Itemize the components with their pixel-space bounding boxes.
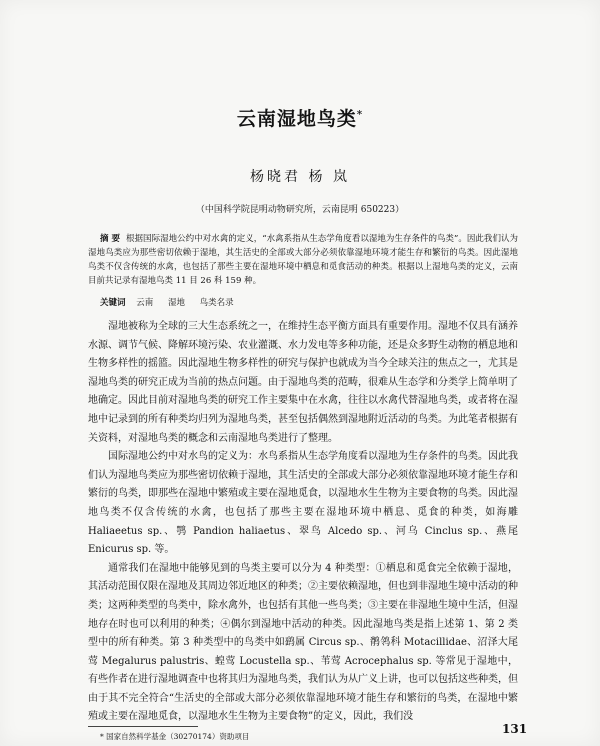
footnote-text: 国家自然科学基金（30270174）资助项目 (106, 732, 250, 741)
abstract-label: 摘 要 (100, 234, 121, 244)
body-paragraph: 通常我们在湿地中能够见到的鸟类主要可以分为 4 种类型：①栖息和觅食完全依赖于湿地，其活动范围仅限在湿地及其周边邻近地区的种类；②主要依赖湿地，但也到非湿地生境中活动的种类；这两种类型的鸟类中，除水禽外，也包括有其他一些鸟类；③主要在非湿地生境中生活，但湿地存在时也可以利用的种类；④偶尔到湿地中活动的种类。因此湿地鸟类是指上述第 1、第 2 类型中的所有种类。第 3 种类型中的鸟类中如鹞属 Circus sp.、鹡鸰科 Motacillidae、沼泽大尾莺 Megalurus palustris、蝗莺 Locustella sp.、苇莺 Acrocephalus sp. 等常见于湿地中，有些作者在进行湿地调查中也将其归为湿地鸟类，我们认为从广义上讲，也可以包括这些种类，但由于其不完全符合“生活史的全部或大部分必须依靠湿地环境才能生存和繁衍的鸟类，在湿地中繁殖或主要在湿地觅食，以湿地水生生物为主要食物”的定义，因此，我们没 (88, 562, 518, 723)
footnote (100, 731, 249, 742)
abstract-text: 根据国际湿地公约中对水禽的定义，“水禽系指从生态学角度看以湿地为生存条件的鸟类”。因此我们认为湿地鸟类应为那些密切依赖于湿地，其生活史的全部或大部分必须依靠湿地环境才能生存和繁衍的鸟类。因此湿地鸟类不仅含传统的水禽，也包括了那些主要在湿地环境中栖息和觅食活动的种类。根据以上湿地鸟类的定义，云南目前共记录有湿地鸟类 11 目 26 科 159 种。 (88, 234, 518, 286)
body-paragraph: 国际湿地公约中对水鸟的定义为：水鸟系指从生态学角度看以湿地为生存条件的鸟类。因此我们认为湿地鸟类应为那些密切依赖于湿地，其生活史的全部或大部分必须依靠湿地环境才能生存和繁衍的鸟类，即那些在湿地中繁殖或主要在湿地觅食，以湿地水生生物为主要食物的鸟类。因此湿地鸟类不仅含传统的水禽，也包括了那些主要在湿地环境中栖息、觅食的种类，如海雕 Haliaeetus sp.、鹗 Pandion haliaetus、翠鸟 Alcedo sp.、河乌 Cinclus sp.、燕尾 Enicurus sp. 等。 (88, 451, 518, 556)
authors: 杨晓君 杨 岚 (250, 169, 350, 185)
body-text (88, 318, 518, 727)
body-paragraph: 湿地被称为全球的三大生态系统之一，在维持生态平衡方面具有重要作用。湿地不仅具有涵养水源、调节气候、降解环境污染、农业灌溉、水力发电等多种功能，还是众多野生动物的栖息地和生物多样性的摇篮。因此湿地生物多样性的研究与保护也就成为当今全球关注的焦点之一，尤其是湿地鸟类的研究正成为当前的热点问题。由于湿地鸟类的范畴，很难从生态学和分类学上简单明了地确定。因此目前对湿地鸟类的研究工作主要集中在水禽，往往以水禽代替湿地鸟类，或者将在湿地中记录到的所有种类均归列为湿地鸟类，甚至包括偶然到湿地附近活动的鸟类。为此笔者根据有关资料，对湿地鸟类的概念和云南湿地鸟类进行了整理。 (88, 321, 518, 444)
keywords-label: 关键词 (100, 298, 126, 308)
abstract (88, 232, 518, 288)
keyword-item: 湿地 (167, 298, 185, 308)
page-number: 131 (502, 722, 528, 736)
article-title (0, 104, 600, 131)
footnote-marker: * (100, 732, 104, 741)
footnote-divider (88, 726, 198, 727)
title-footnote-marker: * (356, 109, 364, 121)
article-title-text: 云南湿地鸟类 (236, 108, 357, 130)
keyword-item: 鸟类名录 (199, 298, 234, 308)
keywords (100, 296, 518, 310)
affiliation: （中国科学院昆明动物研究所，云南昆明 650223） (195, 205, 405, 215)
keyword-item: 云南 (136, 298, 154, 308)
